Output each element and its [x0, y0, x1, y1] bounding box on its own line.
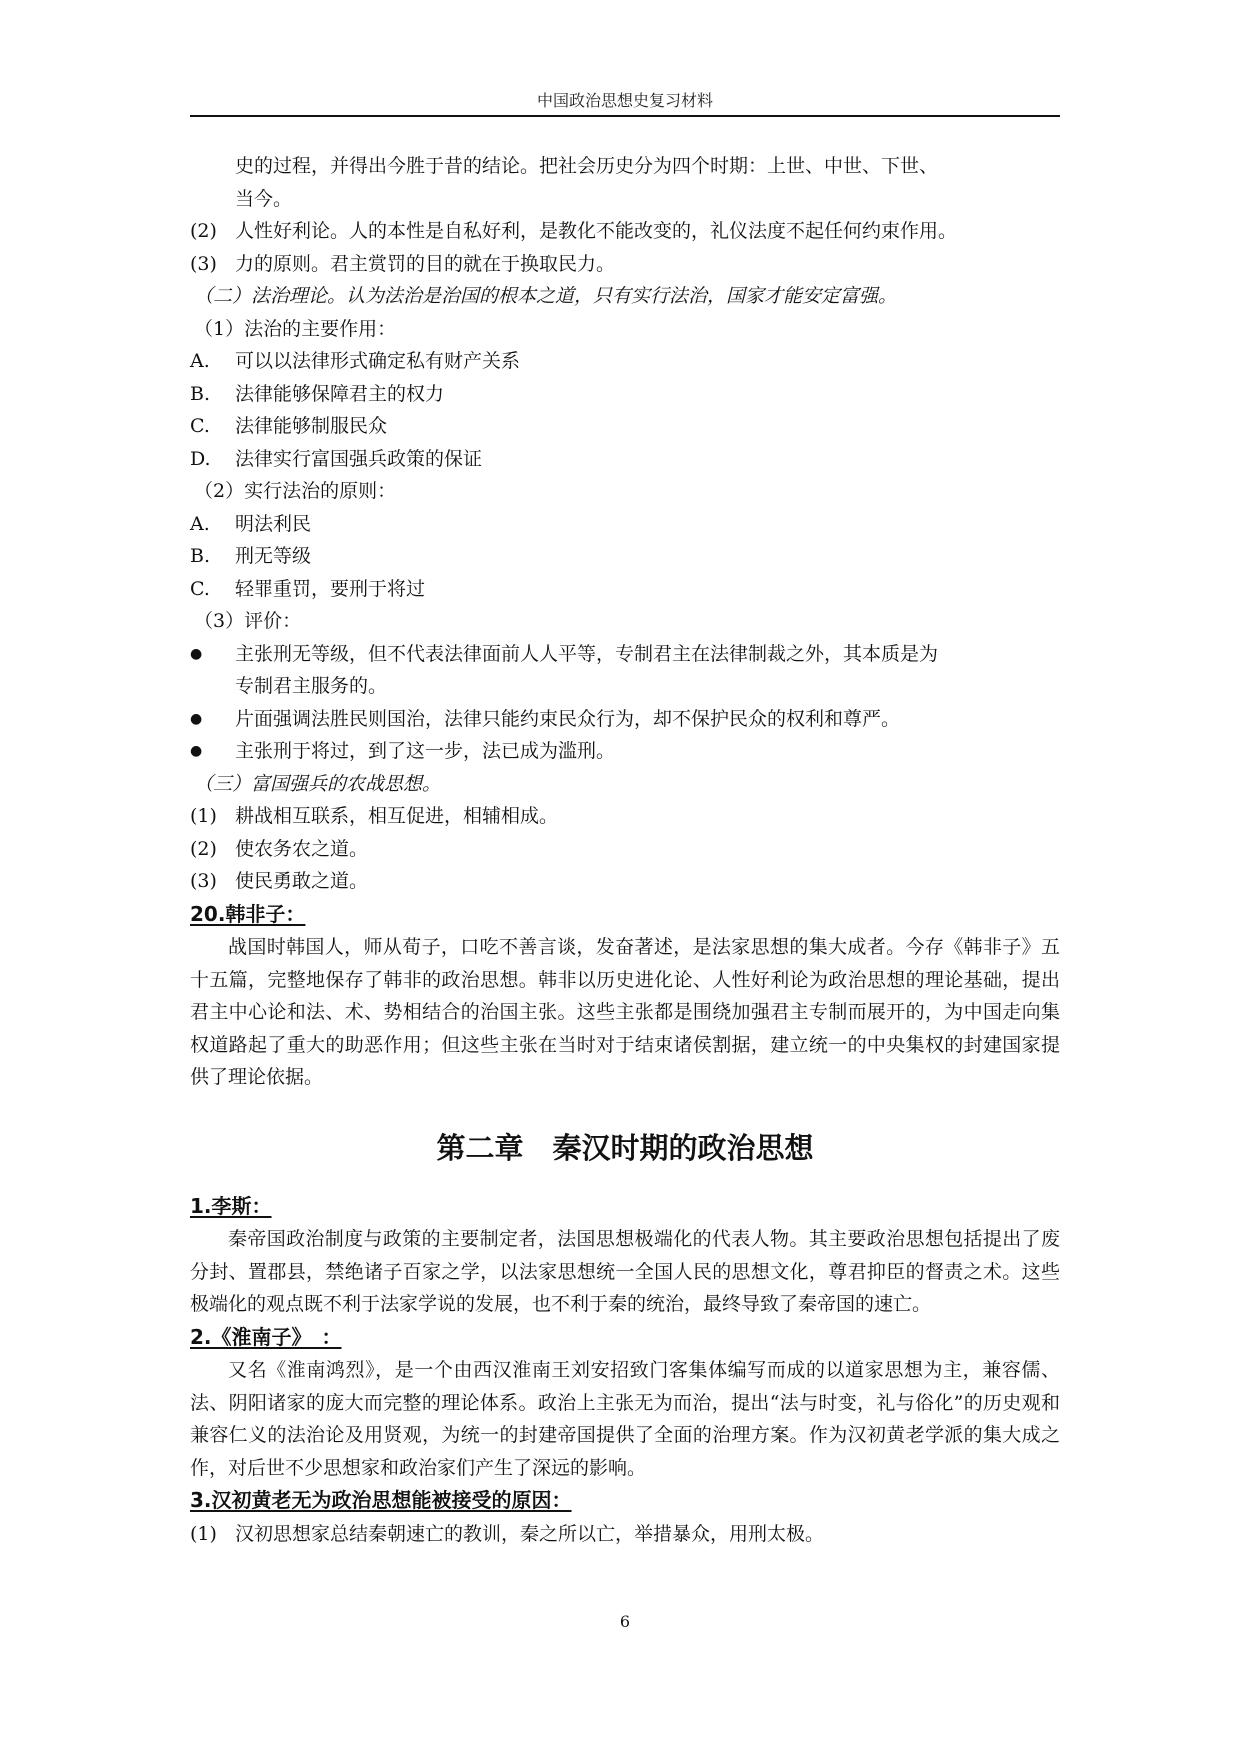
list-item [190, 248, 1060, 281]
paragraph-huainanzi: 又名《淮南鸿烈》，是一个由西汉淮南王刘安招致门客集体编写而成的以道家思想为主，兼容儒、法、阴阳诸家的庞大而完整的理论体系。政治上主张无为而治，提出“法与时变，礼与俗化”的历史观和兼容仁义的法治论及用贤观，为统一的封建帝国提供了全面的治理方案。作为汉初黄老学派的集大成之作，对后世不少思想家和政治家们产生了深远的影响。 [190, 1359, 1060, 1479]
list-text: 法律能够保障君主的权力 [235, 382, 445, 405]
list-marker: (2) [190, 837, 217, 860]
subheading-principles: （2）实行法治的原则： [194, 480, 397, 502]
subsection-heading-2: （二）法治理论。认为法治是治国的根本之道，只有实行法治，国家才能安定富强。 [194, 285, 898, 307]
list-item [190, 378, 1060, 411]
page-header-title: 中国政治思想史复习材料 [536, 91, 713, 110]
list-text: 使民勇敢之道。 [235, 870, 369, 892]
list-marker: C. [190, 415, 210, 437]
list-item [190, 215, 1060, 248]
subheading-evaluation: （3）评价： [194, 610, 302, 632]
list-text: 可以以法律形式确定私有财产关系 [235, 350, 521, 372]
list-item [190, 345, 1060, 378]
list-text: 法律能够制服民众 [235, 415, 388, 437]
list-item [190, 833, 1060, 866]
list-marker: (1) [190, 805, 217, 827]
section-heading-lisi: 1.李斯： [190, 1193, 272, 1218]
paragraph-lisi: 秦帝国政治制度与政策的主要制定者，法国思想极端化的代表人物。其主要政治思想包括提出了废分封、置郡县，禁绝诸子百家之学，以法家思想统一全国人民的思想文化，尊君抑臣的督责之术。这些极端化的观点既不利于法家学说的发展，也不利于秦的统治，最终导致了秦帝国的速亡。 [190, 1228, 1060, 1315]
list-text: 刑无等级 [235, 545, 312, 567]
bullet-icon: ● [190, 645, 203, 662]
list-text: 人性好利论。人的本性是自私好利，是教化不能改变的，礼仪法度不起任何约束作用。 [235, 220, 958, 242]
bullet-icon: ● [190, 710, 203, 727]
section-heading-huainanzi: 2.《淮南子》 ： [190, 1324, 342, 1349]
list-marker: B. [190, 545, 211, 567]
bullet-item [190, 735, 1060, 768]
header-rule [190, 115, 1060, 117]
bullet-text: 片面强调法胜民则国治，法律只能约束民众行为，却不保护民众的权利和尊严。 [235, 707, 901, 730]
list-item [190, 800, 1060, 833]
subsection-heading-3: （三）富国强兵的农战思想。 [194, 772, 442, 795]
list-marker: A. [190, 512, 210, 535]
continued-line: 史的过程，并得出今胜于昔的结论。把社会历史分为四个时期：上世、中世、下世、 [235, 155, 939, 177]
list-item [190, 443, 1060, 476]
list-marker: B. [190, 382, 211, 405]
list-item [190, 865, 1060, 898]
list-text: 汉初思想家总结秦朝速亡的教训，秦之所以亡，举措暴众，用刑太极。 [235, 1522, 825, 1545]
bullet-item [190, 703, 1060, 736]
list-marker: (3) [190, 870, 217, 892]
list-item [190, 573, 1060, 606]
bullet-text: 主张刑于将过，到了这一步，法已成为滥刑。 [235, 740, 616, 762]
list-text: 使农务农之道。 [235, 837, 369, 860]
list-text: 力的原则。君主赏罚的目的就在于换取民力。 [235, 252, 616, 275]
page-number: 6 [619, 1612, 631, 1631]
list-item [190, 1518, 1060, 1551]
bullet-item [190, 638, 1060, 703]
document-body [190, 150, 1060, 1550]
list-marker: A. [190, 350, 210, 372]
list-marker: (2) [190, 220, 217, 242]
subheading-functions: （1）法治的主要作用： [194, 317, 397, 340]
bullet-icon: ● [190, 743, 203, 759]
section-heading-huanglao: 3.汉初黄老无为政治思想能被接受的原因： [190, 1488, 572, 1512]
list-item [190, 508, 1060, 541]
list-marker: D. [190, 447, 211, 470]
chapter-title: 第二章 秦汉时期的政治思想 [436, 1130, 814, 1165]
list-text: 法律实行富国强兵政策的保证 [235, 447, 483, 470]
list-item [190, 540, 1060, 573]
bullet-text: 主张刑无等级，但不代表法律面前人人平等，专制君主在法律制裁之外，其本质是为 [235, 642, 939, 665]
list-text: 明法利民 [235, 512, 312, 535]
list-marker: (3) [190, 252, 217, 275]
list-item [190, 410, 1060, 443]
list-text: 轻罪重罚，要刑于将过 [235, 577, 426, 600]
bullet-text: 专制君主服务的。 [235, 675, 388, 697]
list-marker: (1) [190, 1522, 217, 1545]
list-marker: C. [190, 577, 210, 600]
continued-line: 当今。 [235, 187, 293, 210]
paragraph-hanfeizi: 战国时韩国人，师从荀子，口吃不善言谈，发奋著述，是法家思想的集大成者。今存《韩非子》五十五篇，完整地保存了韩非的政治思想。韩非以历史进化论、人性好利论为政治思想的理论基础，提出君主中心论和法、术、势相结合的治国主张。这些主张都是围绕加强君主专制而展开的，为中国走向集权道路起了重大的助恶作用；但这些主张在当时对于结束诸侯割据，建立统一的中央集权的封建国家提供了理论依据。 [190, 936, 1060, 1088]
list-text: 耕战相互联系，相互促进，相辅相成。 [235, 805, 559, 827]
section-heading-hanfeizi: 20.韩非子： [190, 901, 306, 926]
